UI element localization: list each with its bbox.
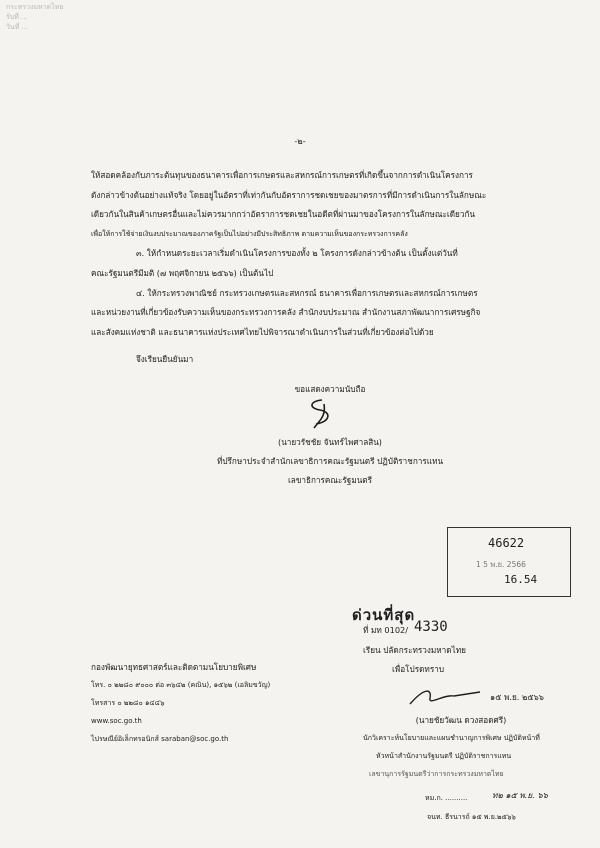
urgent-label: ด่วนที่สุด <box>352 606 416 624</box>
memo-date: ๑๕ พ.ย. ๒๕๖๖ <box>490 692 544 702</box>
faded-receipt-stamp <box>6 2 96 64</box>
reference-number: 4330 <box>414 619 448 635</box>
hm-value: ท๒ ๑๕ พ.ย. ๖๖ <box>492 790 548 800</box>
officer-position: นักวิเคราะห์นโยบายและแผนชำนาญการพิเศษ ปฏิบัติหน้าที่ <box>363 734 540 742</box>
body-line: ดังกล่าวข้างต้นอย่างแท้จริง โดยอยู่ในอัตราที่เท่ากันกับอัตราการชดเชยของมาตรการที่มีการดำเนินการในลักษณะ <box>91 190 487 200</box>
signer-name: (นายวรัชชัย จันทร์ไพศาลสิน) <box>278 437 382 447</box>
closing-text: จึงเรียนยืนยันมา <box>136 354 194 364</box>
signature-scribble-icon <box>300 398 340 430</box>
receipt-date: 1 5 พ.ย. 2566 <box>476 560 526 569</box>
body-line: ให้สอดคล้องกับภาระต้นทุนของธนาคารเพื่อการเกษตรและสหกรณ์การเกษตรที่เกิดขึ้นจากการดำเนินโครงการ <box>91 170 473 180</box>
body-line: คณะรัฐมนตรีมีมติ (๗ พฤศจิกายน ๒๕๖๖) เป็นต้นไป <box>91 268 274 278</box>
telephone: โทร. ๐ ๒๒๘๐ ๙๐๐๐ ต่อ ๓๖๔๒ (คณิน), ๑๕๖๒ (เอลิมขวัญ) <box>91 681 271 689</box>
signer-position: ที่ปรึกษาประจำสำนักเลขาธิการคณะรัฐมนตรี ปฏิบัติราชการแทน <box>216 456 444 466</box>
regards-text: ขอแสดงความนับถือ <box>294 384 366 394</box>
body-line: เดียวกันในสินค้าเกษตรอื่นและไม่ควรมากกว่าอัตราการชดเชยในอดีตที่ผ่านมาของโครงการในลักษณะเดียวกัน <box>91 209 475 219</box>
record-line: จนท. ธีรนารถ์ ๑๕ พ.ย.๒๕๖๖ <box>427 813 516 821</box>
receipt-stamp <box>447 527 571 597</box>
officer-position: เลขานุการรัฐมนตรีว่าการกระทรวงมหาดไทย <box>369 770 504 778</box>
faded-stamp-line: วันที่ ... <box>6 23 29 31</box>
page-number: -๒- <box>294 136 306 146</box>
hm-label: หม.ก. .......... <box>425 794 468 802</box>
body-line: และสังคมแห่งชาติ และธนาคารแห่งประเทศไทยไปพิจารณาดำเนินการในส่วนที่เกี่ยวข้องต่อไปด้วย <box>91 327 434 337</box>
fax: โทรสาร ๐ ๒๒๘๐ ๑๔๔๖ <box>91 699 165 707</box>
addressee-line: เรียน ปลัดกระทรวงมหาดไทย <box>363 645 466 655</box>
body-line: และหน่วยงานที่เกี่ยวข้องรับความเห็นของกระทรวงการคลัง สำนักงบประมาณ สำนักงานสภาพัฒนาการเศรษฐกิจ <box>91 307 481 317</box>
body-line: ๓. ให้กำหนดระยะเวลาเริ่มดำเนินโครงการของทั้ง ๒ โครงการดังกล่าวข้างต้น เป็นตั้งแต่วันที่ <box>136 248 458 258</box>
receipt-number: 46622 <box>488 536 525 550</box>
purpose-text: เพื่อโปรดทราบ <box>392 664 445 674</box>
faded-stamp-line: รับที่ ... <box>6 13 28 21</box>
officer-name: (นายชัยวัฒน ดวงสอดศรี) <box>415 715 507 725</box>
officer-position: หัวหน้าสำนักงานรัฐมนตรี ปฏิบัติราชการแทน <box>376 752 512 760</box>
officer-signature-icon <box>404 684 484 708</box>
signer-position: เลขาธิการคณะรัฐมนตรี <box>287 475 373 485</box>
body-line: เพื่อให้การใช้จ่ายเงินงบประมาณของภาครัฐเป็นไปอย่างมีประสิทธิภาพ ตามความเห็นของกระทรวงการคลัง <box>91 230 408 238</box>
email: ไปรษณีย์อิเล็กทรอนิกส์ saraban@soc.go.th <box>91 735 229 743</box>
website: www.soc.go.th <box>91 717 142 725</box>
reference-label: ที่ มท 0102/ <box>363 625 408 635</box>
receipt-time: 16.54 <box>504 573 538 586</box>
faded-stamp-line: กระทรวงมหาดไทย <box>6 3 64 11</box>
department-name: กองพัฒนายุทธศาสตร์และติดตามนโยบายพิเศษ <box>91 662 257 672</box>
body-line: ๔. ให้กระทรวงพาณิชย์ กระทรวงเกษตรและสหกรณ์ ธนาคารเพื่อการเกษตรและสหกรณ์การเกษตร <box>136 288 478 298</box>
